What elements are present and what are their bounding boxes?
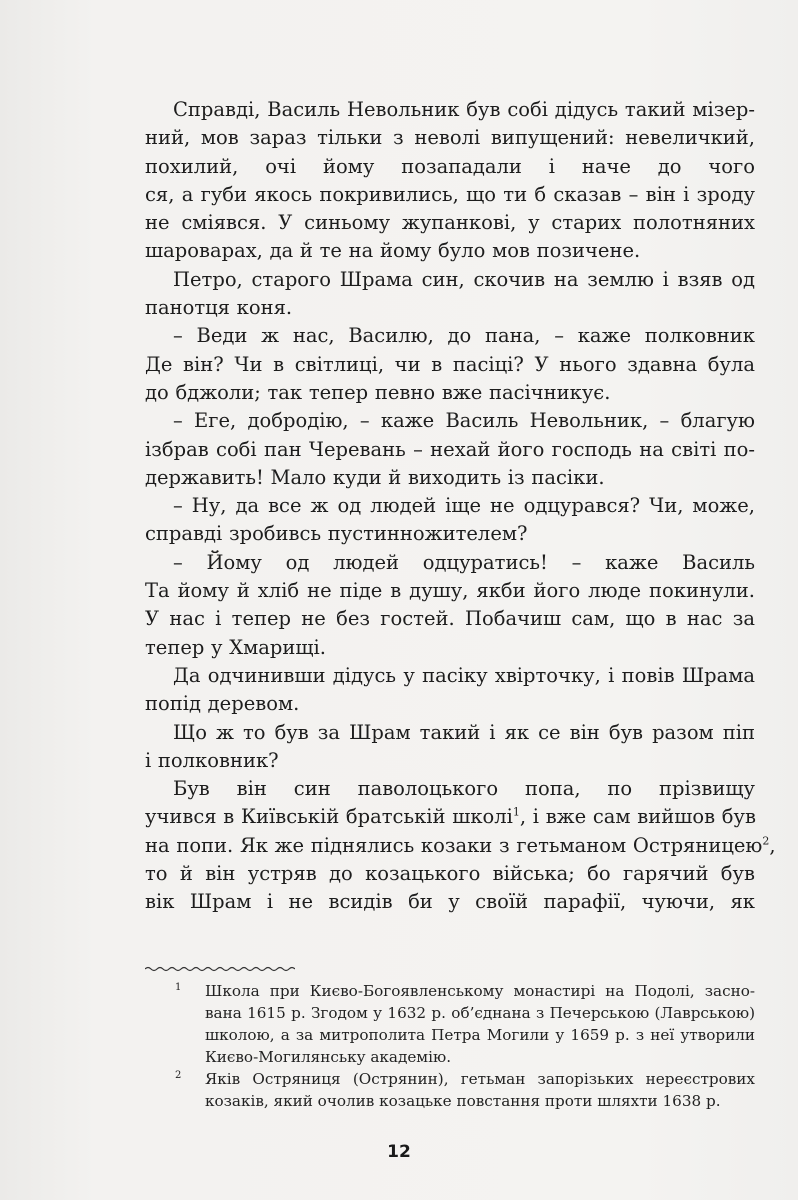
paragraph xyxy=(145,407,755,492)
page-number: 12 xyxy=(387,1142,411,1162)
text-line: – Еге, добродію, – каже Василь Невольник, – благую xyxy=(173,409,755,433)
text-line: справді зробивсь пустинножителем? xyxy=(145,522,528,546)
footnote-line: вана 1615 р. Згодом у 1632 р. об’єднана з Печерською (Лаврською) xyxy=(205,1004,755,1022)
text-line: Де він? Чи в світлиці, чи в пасіці? У нього здавна була xyxy=(145,352,755,376)
main-text xyxy=(145,96,776,917)
footnote-ref-1[interactable]: 1 xyxy=(512,805,520,819)
footnote-2 xyxy=(145,1068,755,1112)
footnote-line: Яків Остряниця (Острянин), гетьман запорізьких нереєстрових xyxy=(205,1070,755,1088)
footnote-line: Києво-Могилянську академію. xyxy=(205,1048,452,1066)
text-line: панотця коня. xyxy=(145,296,293,320)
paragraph xyxy=(145,775,776,916)
footnote-ref-2[interactable]: 2 xyxy=(762,834,770,848)
paragraph xyxy=(145,322,755,407)
footnotes xyxy=(145,980,755,1112)
text-fragment: , xyxy=(769,833,776,857)
paragraph xyxy=(145,719,755,776)
text-line: ізбрав собі пан Черевань – нехай його господь на світі по- xyxy=(145,437,755,461)
text-line: – Йому од людей одцуратись! – каже Василь xyxy=(173,550,755,574)
text-line: тепер у Хмарищі. xyxy=(145,635,326,659)
paragraph xyxy=(145,96,755,266)
footnote-number: 1 xyxy=(175,982,182,993)
text-line: попід деревом. xyxy=(145,692,300,716)
text-line-with-footnote xyxy=(145,803,755,831)
footnote-line: Школа при Києво-Богоявленському монастирі на Подолі, засно- xyxy=(205,982,755,1000)
footnote-number: 2 xyxy=(175,1070,182,1081)
text-line: Да одчинивши дідусь у пасіку хвірточку, і повів Шрама xyxy=(173,663,755,687)
text-line: Був він син паволоцького попа, по прізвищу xyxy=(173,777,755,801)
text-fragment: учився в Київській братській школі xyxy=(145,805,513,829)
text-fragment: , і вже сам вийшов був xyxy=(519,805,756,829)
footnote-line: школою, а за митрополита Петра Могили у 1659 р. з неї утворили xyxy=(205,1026,755,1044)
text-line: – Ну, да все ж од людей іще не одцурався? Чи, може, xyxy=(173,494,755,518)
text-line: похилий, очі йому позападали і наче до чого xyxy=(145,154,755,178)
text-fragment: на попи. Як же піднялись козаки з гетьманом Остряницею xyxy=(145,833,763,857)
text-line: ний, мов зараз тільки з неволі випущений: невеличкий, xyxy=(145,126,755,150)
text-line: то й він устряв до козацького війська; бо гарячий був xyxy=(145,862,755,886)
text-line: Та йому й хліб не піде в душу, якби його люде покинули. xyxy=(145,579,755,603)
text-line: до бджоли; так тепер певно вже пасічникує. xyxy=(145,380,611,404)
text-line: і полковник? xyxy=(145,748,279,772)
text-line: не сміявся. У синьому жупанкові, у старих полотняних xyxy=(145,211,755,235)
footnote-separator xyxy=(145,966,295,972)
footnote-line: козаків, який очолив козацьке повстання проти шляхти 1638 р. xyxy=(205,1092,721,1110)
text-line: Що ж то був за Шрам такий і як се він був разом піп xyxy=(173,720,755,744)
text-line: шароварах, да й те на йому було мов позичене. xyxy=(145,239,641,263)
text-line: Справді, Василь Невольник був собі дідусь такий мізер- xyxy=(173,98,755,121)
paragraph xyxy=(145,492,755,549)
paragraph xyxy=(145,549,755,662)
paragraph xyxy=(145,662,755,719)
text-line: ся, а губи якось покривились, що ти б сказав – він і зроду xyxy=(145,182,755,206)
text-line-with-footnote xyxy=(145,832,776,860)
paragraph xyxy=(145,266,755,323)
text-line: вік Шрам і не всидів би у своїй парафії, чуючи, як xyxy=(145,890,755,914)
text-line: Петро, старого Шрама син, скочив на землю і взяв од xyxy=(173,267,755,291)
text-line: У нас і тепер не без гостей. Побачиш сам, що в нас за xyxy=(145,607,755,631)
text-line: – Веди ж нас, Василю, до пана, – каже полковник xyxy=(173,324,755,348)
text-line: державить! Мало куди й виходить із пасіки. xyxy=(145,465,605,489)
footnote-1 xyxy=(145,980,755,1068)
